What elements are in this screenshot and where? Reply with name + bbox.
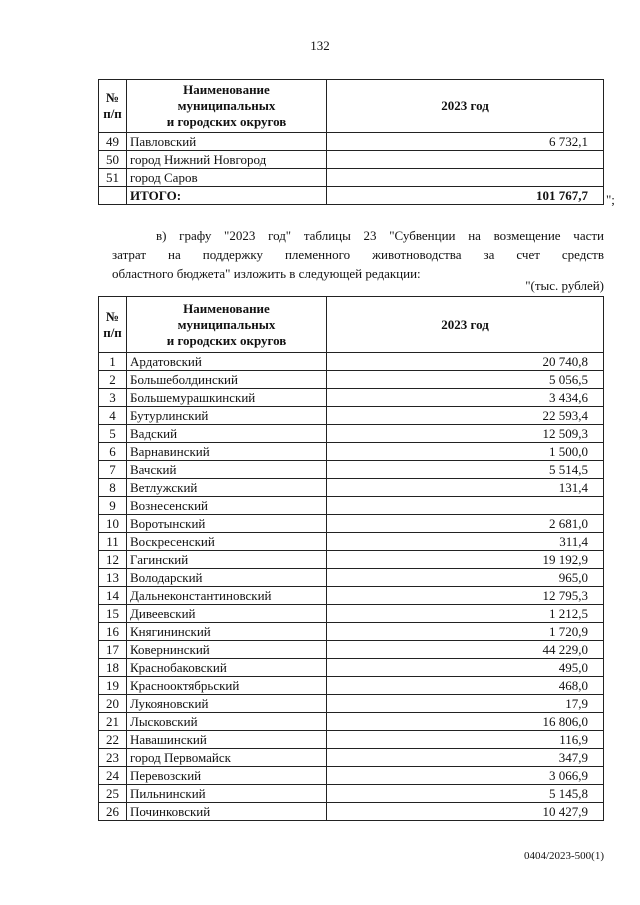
table-row: [99, 713, 604, 731]
amount-value: 5 145,8: [327, 785, 604, 803]
municipality-name: Княгининский: [127, 623, 327, 641]
amount-value: 5 514,5: [327, 461, 604, 479]
municipality-name: Павловский: [127, 133, 327, 151]
table-row: [99, 497, 604, 515]
table-row: [99, 749, 604, 767]
table-row: [99, 169, 604, 187]
header-year: 2023 год: [327, 80, 604, 133]
row-number: 18: [99, 659, 127, 677]
municipality-name: Большеболдинский: [127, 371, 327, 389]
table-row: [99, 677, 604, 695]
municipality-name: Починковский: [127, 803, 327, 821]
municipality-name: Володарский: [127, 569, 327, 587]
row-number: 10: [99, 515, 127, 533]
table-row: [99, 551, 604, 569]
table-row: [99, 695, 604, 713]
row-number: 21: [99, 713, 127, 731]
municipality-name: Большемурашкинский: [127, 389, 327, 407]
amount-value: 17,9: [327, 695, 604, 713]
municipality-name: Перевозский: [127, 767, 327, 785]
row-number: 20: [99, 695, 127, 713]
table-row: [99, 587, 604, 605]
amount-value: 6 732,1: [327, 133, 604, 151]
budget-table-continuation: [98, 79, 604, 205]
municipality-name: Вадский: [127, 425, 327, 443]
amount-value: 3 434,6: [327, 389, 604, 407]
municipality-name: Ковернинский: [127, 641, 327, 659]
municipality-name: Бутурлинский: [127, 407, 327, 425]
row-number: 9: [99, 497, 127, 515]
municipality-name: Дальнеконстантиновский: [127, 587, 327, 605]
table-row: [99, 731, 604, 749]
table-row: [99, 389, 604, 407]
paragraph-line: в) графу "2023 год" таблицы 23 "Субвенции на возмещение части: [156, 228, 604, 243]
table-row: [99, 785, 604, 803]
table-header-row: [99, 297, 604, 353]
paragraph-line: областного бюджета" изложить в следующей редакции:: [112, 266, 421, 281]
table-row: [99, 569, 604, 587]
table-row: [99, 479, 604, 497]
municipality-name: Лысковский: [127, 713, 327, 731]
paragraph-line: затрат на поддержку племенного животноводства за счет средств: [112, 247, 604, 262]
amount-value: 1 212,5: [327, 605, 604, 623]
amount-value: 116,9: [327, 731, 604, 749]
table-row: [99, 641, 604, 659]
table-row: [99, 353, 604, 371]
total-label: ИТОГО:: [127, 187, 327, 205]
amount-value: 12 795,3: [327, 587, 604, 605]
municipality-name: Лукояновский: [127, 695, 327, 713]
row-number: 3: [99, 389, 127, 407]
amount-value: 131,4: [327, 479, 604, 497]
row-number: 23: [99, 749, 127, 767]
table-row: [99, 623, 604, 641]
municipality-name: город Саров: [127, 169, 327, 187]
table-row: [99, 767, 604, 785]
municipality-name: Варнавинский: [127, 443, 327, 461]
amendment-paragraph: [112, 226, 604, 283]
row-number: 11: [99, 533, 127, 551]
table-row: [99, 443, 604, 461]
row-number: 2: [99, 371, 127, 389]
row-number: 25: [99, 785, 127, 803]
document-code: 0404/2023-500(1): [523, 850, 604, 862]
header-year: 2023 год: [327, 297, 604, 353]
row-number: 19: [99, 677, 127, 695]
amount-value: 468,0: [327, 677, 604, 695]
amount-value: 44 229,0: [327, 641, 604, 659]
municipality-name: Воскресенский: [127, 533, 327, 551]
municipality-name: Пильнинский: [127, 785, 327, 803]
amount-value: 1 720,9: [327, 623, 604, 641]
row-number: 26: [99, 803, 127, 821]
table-row: [99, 425, 604, 443]
table-row: [99, 515, 604, 533]
row-number: 16: [99, 623, 127, 641]
municipality-name: город Первомайск: [127, 749, 327, 767]
amount-value: 495,0: [327, 659, 604, 677]
amount-value: 965,0: [327, 569, 604, 587]
amount-value: [327, 169, 604, 187]
amount-value: 12 509,3: [327, 425, 604, 443]
row-number: 22: [99, 731, 127, 749]
table-row: [99, 407, 604, 425]
table-row: [99, 461, 604, 479]
amount-value: 16 806,0: [327, 713, 604, 731]
amount-value: 19 192,9: [327, 551, 604, 569]
amount-value: 311,4: [327, 533, 604, 551]
header-num: № п/п: [99, 297, 127, 353]
row-number: 4: [99, 407, 127, 425]
municipality-name: Ардатовский: [127, 353, 327, 371]
municipality-name: Ветлужский: [127, 479, 327, 497]
row-number: 14: [99, 587, 127, 605]
row-number: 17: [99, 641, 127, 659]
header-num: № п/п: [99, 80, 127, 133]
municipality-name: Краснооктябрьский: [127, 677, 327, 695]
amount-value: 10 427,9: [327, 803, 604, 821]
row-number: 15: [99, 605, 127, 623]
table-row: [99, 605, 604, 623]
municipality-name: Вачский: [127, 461, 327, 479]
amount-value: [327, 497, 604, 515]
row-number: 8: [99, 479, 127, 497]
amount-value: 20 740,8: [327, 353, 604, 371]
table-row: [99, 371, 604, 389]
municipality-name: город Нижний Новгород: [127, 151, 327, 169]
row-number: 51: [99, 169, 127, 187]
municipality-name: Вознесенский: [127, 497, 327, 515]
amount-value: 347,9: [327, 749, 604, 767]
municipality-name: Гагинский: [127, 551, 327, 569]
row-number: 1: [99, 353, 127, 371]
total-value: 101 767,7: [327, 187, 604, 205]
municipality-name: Дивеевский: [127, 605, 327, 623]
total-row: [99, 187, 604, 205]
municipality-name: Краснобаковский: [127, 659, 327, 677]
row-number: 7: [99, 461, 127, 479]
municipality-name: Навашинский: [127, 731, 327, 749]
header-name: Наименование муниципальных и городских округов: [127, 297, 327, 353]
total-empty-cell: [99, 187, 127, 205]
row-number: 49: [99, 133, 127, 151]
header-name: Наименование муниципальных и городских округов: [127, 80, 327, 133]
row-number: 5: [99, 425, 127, 443]
amount-value: 5 056,5: [327, 371, 604, 389]
subsidy-table: [98, 296, 604, 821]
table-row: [99, 533, 604, 551]
table-header-row: [99, 80, 604, 133]
page-number: 132: [310, 38, 330, 53]
row-number: 12: [99, 551, 127, 569]
amount-value: 1 500,0: [327, 443, 604, 461]
row-number: 6: [99, 443, 127, 461]
amount-value: [327, 151, 604, 169]
table-row: [99, 659, 604, 677]
row-number: 13: [99, 569, 127, 587]
closing-quote: ";: [606, 192, 615, 207]
row-number: 50: [99, 151, 127, 169]
amount-value: 22 593,4: [327, 407, 604, 425]
table-row: [99, 133, 604, 151]
municipality-name: Воротынский: [127, 515, 327, 533]
table-row: [99, 803, 604, 821]
table-row: [99, 151, 604, 169]
amount-value: 2 681,0: [327, 515, 604, 533]
amount-value: 3 066,9: [327, 767, 604, 785]
row-number: 24: [99, 767, 127, 785]
unit-note: "(тыс. рублей): [525, 278, 604, 293]
